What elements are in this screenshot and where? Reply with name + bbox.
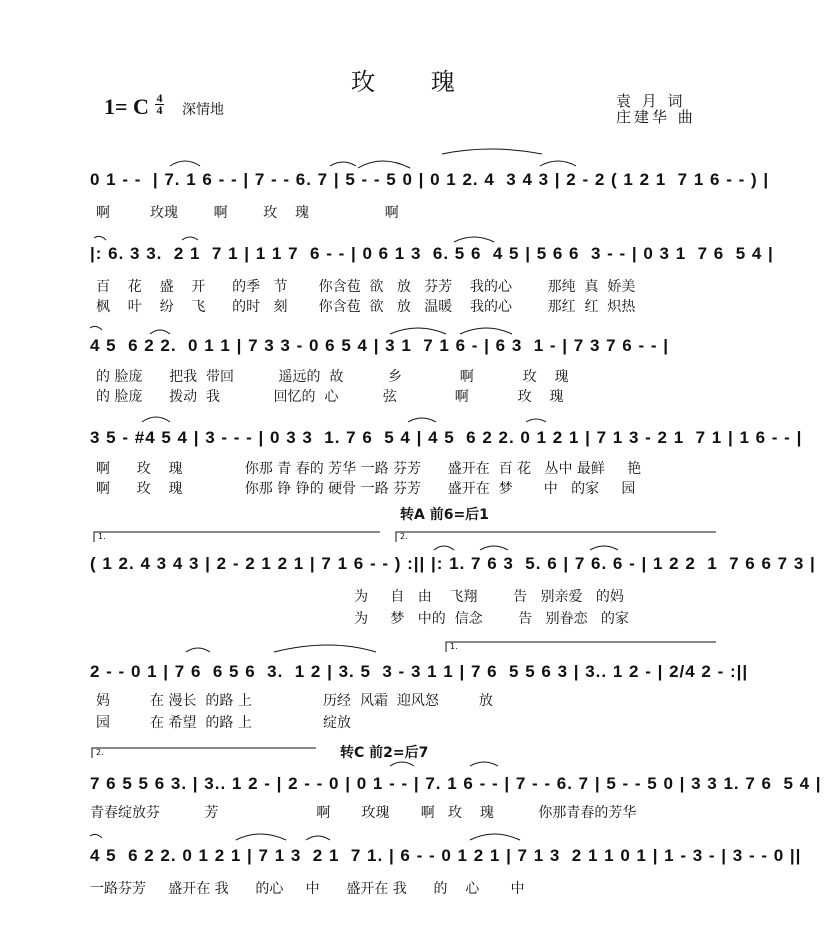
row-3-lyrics-verse-2: 的 脸庞 拨动 我 回忆的 心 弦 啊 玫 瑰 (96, 389, 564, 405)
lyricist-credit: 袁 月 词 (616, 92, 686, 110)
row-4-lyrics-verse-1: 啊 玫 瑰 你那 青 春的 芳华 一路 芬芳 盛开在 百 花 丛中 最鲜 艳 (96, 461, 642, 477)
row-4-lyrics-verse-2: 啊 玫 瑰 你那 铮 铮的 硬骨 一路 芬芳 盛开在 梦 中 的家 园 (96, 481, 636, 497)
score-row-5 (90, 526, 816, 636)
ending-2-label: 2. (400, 532, 408, 541)
row-1-lyrics: 啊 玫瑰 啊 玫 瑰 啊 (96, 205, 399, 221)
row-2-lyrics-verse-2: 枫 叶 纷 飞 的时 刻 你含苞 欲 放 温暖 我的心 那红 红 炽热 (96, 299, 636, 315)
ending-1-label: 1. (98, 532, 106, 541)
page-title: 玫 瑰 (351, 68, 479, 96)
time-signature (155, 93, 164, 116)
row-6-lyrics-verse-1: 妈 在 漫长 的路 上 历经 风霜 迎风怒 放 (96, 693, 493, 709)
row-5-notes: ( 1 2. 4 3 4 3 | 2 - 2 1 2 1 | 7 1 6 - - ) :|| |: 1. 7 6 3 5. 6 | 7 6. 6 - | 1 2 2 1 7 6 6 7 3 | (90, 554, 816, 573)
ending-2b-label: 2. (96, 748, 104, 757)
row-5-lyrics-verse-2: 为 梦 中的 信念 告 别眷恋 的家 (96, 611, 629, 627)
row-8-slurs (90, 830, 730, 910)
modulation-a-marker: 转A 前6=后1 (400, 507, 489, 523)
ending-1b-label: 1. (450, 642, 458, 651)
score-row-2 (90, 238, 774, 318)
score-row-3 (90, 328, 730, 408)
score-row-4 (90, 416, 803, 497)
row-3-lyrics-verse-1: 的 脸庞 把我 带回 遥远的 故 乡 啊 玫 瑰 (96, 369, 569, 385)
time-signature-bottom: 4 (156, 103, 163, 117)
row-6-lyrics-verse-2: 园 在 希望 的路 上 绽放 (96, 715, 352, 731)
row-1-notes: 0 1 - - | 7. 1 6 - - | 7 - - 6. 7 | 5 - - 5 0 | 0 1 2. 4 3 4 3 | 2 - 2 ( 1 2 1 7 1 6 - - ) | (90, 170, 770, 189)
modulation-c-marker: 转C 前2=后7 (340, 745, 429, 761)
row-8-notes: 4 5 6 2 2. 0 1 2 1 | 7 1 3 2 1 7 1. | 6 - - 0 1 2 1 | 7 1 3 2 1 1 0 1 | 1 - 3 - | 3 - - 0 || (90, 846, 802, 865)
tempo-marking: 深情地 (182, 102, 224, 118)
row-3-notes: 4 5 6 2 2. 0 1 1 | 7 3 3 - 0 6 5 4 | 3 1 7 1 6 - | 6 3 1 - | 7 3 7 6 - - | (90, 336, 670, 355)
row-5-lyrics-verse-1: 为 自 由 飞翔 告 别亲爱 的妈 (96, 589, 624, 605)
row-7-notes: 7 6 5 5 6 3. | 3.. 1 2 - | 2 - - 0 | 0 1 - - | 7. 1 6 - - | 7 - - 6. 7 | 5 - - 5 0 | 3 3 1. 7 6 5 4 | (90, 774, 822, 793)
score-row-7 (90, 742, 822, 824)
composer-credit: 庄建华 曲 (616, 108, 696, 126)
row-7-lyrics: 青春绽放芬 芳 啊 玫瑰 啊 玫 瑰 你那青春的芳华 (90, 805, 637, 821)
row-2-notes: |: 6. 3 3. 2 1 7 1 | 1 1 7 6 - - | 0 6 1 3 6. 5 6 4 5 | 5 6 6 3 - - | 0 3 1 7 6 5 4 | (90, 244, 774, 263)
row-4-notes: 3 5 - #4 5 4 | 3 - - - | 0 3 3 1. 7 6 5 4 | 4 5 6 2 2. 0 1 2 1 | 7 1 3 - 2 1 7 1 | 1 6 - - | (90, 428, 803, 447)
score-row-1 (90, 160, 770, 230)
key-signature: 1= C (104, 94, 149, 119)
time-signature-top: 4 (156, 91, 163, 105)
row-2-lyrics-verse-1: 百 花 盛 开 的季 节 你含苞 欲 放 芬芳 我的心 那纯 真 娇美 (96, 279, 636, 295)
score-row-6 (90, 638, 749, 738)
score-row-8 (90, 830, 802, 910)
row-6-notes: 2 - - 0 1 | 7 6 6 5 6 3. 1 2 | 3. 5 3 - 3 1 1 | 7 6 5 5 6 3 | 3.. 1 2 - | 2/4 2 - :|| (90, 662, 749, 681)
row-8-lyrics: 一路芬芳 盛开在 我 的心 中 盛开在 我 的 心 中 (90, 881, 525, 897)
